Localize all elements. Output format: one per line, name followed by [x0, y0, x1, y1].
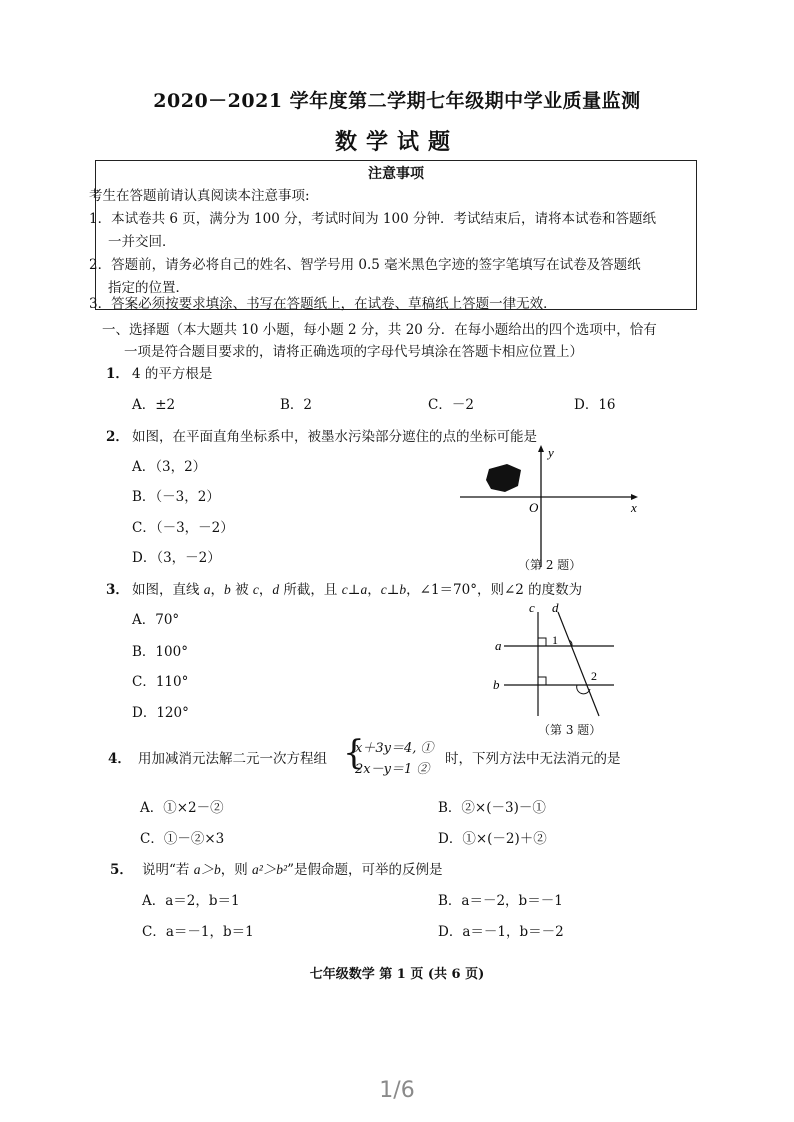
label-a: a — [495, 638, 502, 653]
y-axis-label: y — [548, 445, 554, 460]
q1-option-a: A．±2 — [132, 397, 176, 413]
page-footer: 七年级数学 第 1 页 (共 6 页) — [309, 967, 485, 982]
page-indicator: 1/6 — [379, 1078, 415, 1103]
notice-heading: 注意事项 — [368, 166, 424, 182]
q4-equation-2: 2x－y＝1 ② — [355, 762, 430, 777]
x-axis-label: x — [631, 500, 637, 515]
q2-figure — [455, 442, 645, 574]
label-b: b — [493, 677, 500, 692]
q3-option-b: B．100° — [132, 644, 188, 660]
section1-line1: 一、选择题（本大题共 10 小题，每小题 2 分，共 20 分．在每小题给出的四个选项中，恰有 — [102, 322, 657, 338]
notice-item-3: 3．答案必须按要求填涂、书写在答题纸上，在试卷、草稿纸上答题一律无效． — [89, 296, 557, 312]
q3-option-c: C．110° — [132, 674, 189, 690]
q2-option-a: A．（3，2） — [132, 459, 207, 475]
ink-blot — [486, 464, 521, 492]
q3-caption: （第 3 题） — [538, 723, 602, 737]
q2-caption: （第 2 题） — [518, 558, 582, 572]
q5-option-a: A．a＝2，b＝1 — [142, 893, 240, 909]
right-angle-mark-b — [538, 677, 546, 685]
exam-subtitle: 数学试题 — [334, 129, 459, 155]
q4-number: 4． — [108, 751, 131, 767]
q3-option-a: A．70° — [132, 612, 180, 628]
notice-item-1: 1．本试卷共 6 页，满分为 100 分，考试时间为 100 分钟．考试结束后，请将本试卷和答题纸 — [89, 211, 656, 227]
section1-line2: 一项是符合题目要求的，请将正确选项的字母代号填涂在答题卡相应位置上） — [124, 344, 583, 360]
q3-option-d: D．120° — [132, 705, 189, 721]
q2-number: 2． — [106, 429, 129, 445]
q2-option-b: B．（－3，2） — [132, 489, 220, 505]
label-d: d — [552, 600, 559, 615]
q4-equation-1: x＋3y＝4, ① — [355, 741, 434, 756]
q5-number: 5． — [110, 862, 133, 878]
q3-stem: 如图，直线 a，b 被 c，d 所截，且 c⊥a，c⊥b，∠1＝70°，则∠2 的度数为 — [132, 582, 583, 598]
q4-stem-after: 时，下列方法中无法消元的是 — [445, 751, 621, 767]
q2-option-d: D．（3，－2） — [132, 550, 221, 566]
q1-number: 1． — [106, 366, 129, 382]
notice-box — [89, 160, 697, 312]
q2-option-c: C．（－3，－2） — [132, 520, 234, 536]
q4-option-d: D．①×(－2)＋② — [438, 831, 547, 847]
origin-label: O — [529, 500, 539, 515]
q4-stem-before: 用加减消元法解二元一次方程组 — [138, 751, 327, 767]
right-angle-mark-a — [538, 638, 546, 646]
q5-stem: 说明“若 a＞b，则 a²＞b²”是假命题，可举的反例是 — [142, 862, 443, 878]
q1-option-c: C．－2 — [428, 397, 474, 413]
q4-option-c: C．①－②×3 — [140, 831, 225, 847]
equation-brace: { — [343, 733, 365, 773]
q1-option-b: B．2 — [280, 397, 313, 413]
q1-stem: 4 的平方根是 — [132, 366, 213, 382]
angle-2-label: 2 — [591, 669, 597, 683]
q3-number: 3． — [106, 582, 129, 598]
q2-stem: 如图，在平面直角坐标系中，被墨水污染部分遮住的点的坐标可能是 — [132, 429, 537, 445]
notice-item-2: 2．答题前，请务必将自己的姓名、智学号用 0.5 毫米黑色字迹的签字笔填写在试卷及答题纸 — [89, 257, 641, 273]
q5-option-c: C．a＝－1，b＝1 — [142, 924, 254, 940]
q5-option-d: D．a＝－1，b＝－2 — [438, 924, 564, 940]
q4-option-b: B．②×(－3)－① — [438, 800, 546, 816]
line-d — [558, 612, 599, 716]
q4-option-a: A．①×2－② — [140, 800, 224, 816]
exam-title: 2020－2021 学年度第二学期七年级期中学业质量监测 — [153, 90, 641, 112]
q3-figure — [488, 598, 623, 720]
q5-option-b: B．a＝－2，b＝－1 — [438, 893, 563, 909]
angle-1-label: 1 — [552, 633, 558, 647]
y-axis-arrow — [538, 445, 544, 452]
label-c: c — [529, 600, 535, 615]
q1-option-d: D．16 — [574, 397, 616, 413]
notice-intro: 考生在答题前请认真阅读本注意事项: — [89, 188, 310, 204]
notice-item-2-cont: 指定的位置． — [108, 280, 189, 296]
notice-item-1-cont: 一并交回． — [108, 234, 176, 250]
